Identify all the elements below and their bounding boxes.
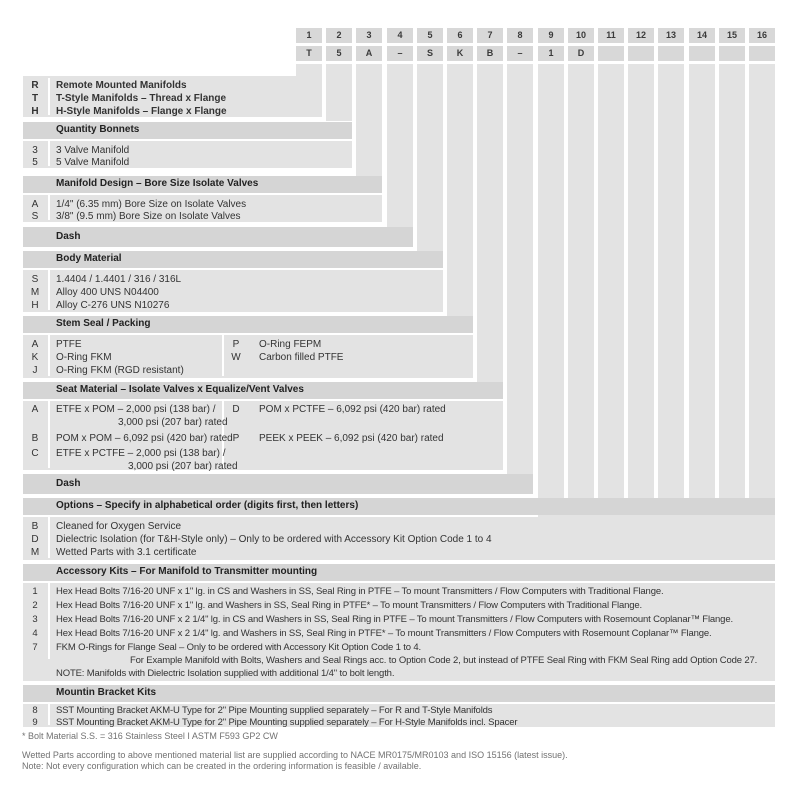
section-mounting-bracket-kits (23, 685, 775, 727)
option-desc: Hex Head Bolts 7/16-20 UNF x 2 1/4" lg. in CS and Washers in SS, Seal Ring in PTFE – To mount Transmitters / Flow Computers with Rosemount Coplanar™ Flange. (56, 614, 733, 625)
column-bar-6 (447, 64, 473, 316)
code-value-cell (598, 46, 624, 61)
option-code: H (31, 106, 39, 117)
option-desc-wrap: 3,000 psi (207 bar) rated (128, 461, 238, 472)
section-manifold-design (23, 176, 382, 222)
option-code: H (31, 300, 39, 311)
option-desc: Alloy C-276 UNS N10276 (56, 300, 170, 311)
option-code: A (31, 199, 39, 210)
option-code: A (31, 339, 39, 350)
option-code: B (31, 433, 39, 444)
column-bar-14 (689, 64, 715, 498)
position-number-cell: 4 (387, 28, 413, 43)
column-bar-16 (749, 64, 775, 498)
section-seat-material (23, 382, 503, 470)
section-header: Options – Specify in alphabetical order (digits first, then letters) (23, 498, 775, 515)
option-code: 1 (32, 586, 38, 597)
position-number-cell: 7 (477, 28, 503, 43)
option-code: M (30, 287, 40, 298)
option-desc: ETFE x PCTFE – 2,000 psi (138 bar) / (56, 448, 226, 459)
code-value-cell: B (477, 46, 503, 61)
section-options (23, 498, 775, 560)
footnote-configuration: Note: Not every configuration which can be created in the ordering information is feasible / available. (22, 761, 422, 771)
option-desc: 3 Valve Manifold (56, 145, 130, 156)
position-number-cell: 2 (326, 28, 352, 43)
option-code: J (32, 365, 38, 376)
option-desc: 1.4404 / 1.4401 / 316 / 316L (56, 274, 182, 285)
section-dash-1 (23, 227, 413, 247)
section-header: Accessory Kits – For Manifold to Transmitter mounting (23, 564, 775, 583)
option-desc: Hex Head Bolts 7/16-20 UNF x 2 1/4" lg. and Washers in SS, Seal Ring in PTFE* – To mount Transmitters / Flow Computers with Rosemount Coplanar™ Flange. (56, 628, 712, 639)
position-number-cell: 14 (689, 28, 715, 43)
option-desc: O-Ring FKM (RGD resistant) (56, 365, 184, 376)
position-number-cell: 13 (658, 28, 684, 43)
option-code: S (31, 211, 39, 222)
option-code: K (31, 352, 39, 363)
header-separator (23, 515, 538, 517)
column-bar-15 (719, 64, 745, 498)
column-bar-13 (658, 64, 684, 498)
section-header: Seat Material – Isolate Valves x Equalize/Vent Valves (23, 382, 503, 401)
option-code: 3 (32, 614, 38, 625)
code-value-cell (658, 46, 684, 61)
option-desc: Carbon filled PTFE (259, 352, 344, 363)
option-desc: ETFE x POM – 2,000 psi (138 bar) / (56, 404, 216, 415)
position-number-cell: 3 (356, 28, 382, 43)
option-desc: SST Mounting Bracket AKM-U Type for 2" Pipe Mounting supplied separately – For R and T-Style Manifolds (56, 705, 493, 716)
code-value-cell: T (296, 46, 322, 61)
option-code: 7 (32, 642, 38, 653)
column-bar-12 (628, 64, 654, 498)
option-desc: Hex Head Bolts 7/16-20 UNF x 1" lg. and Washers in SS, Seal Ring in PTFE* – To mount Transmitters / Flow Computers with Traditional Flange. (56, 600, 643, 611)
column-bar-4 (387, 64, 413, 227)
position-number-cell: 6 (447, 28, 473, 43)
position-number-cell: 16 (749, 28, 775, 43)
option-code: B (31, 521, 39, 532)
option-code: P (232, 339, 240, 350)
code-value-cell: 5 (326, 46, 352, 61)
option-code: D (232, 404, 240, 415)
code-value-cell: – (387, 46, 413, 61)
option-code: 4 (32, 628, 38, 639)
position-number-cell: 10 (568, 28, 594, 43)
option-desc: T-Style Manifolds – Thread x Flange (56, 93, 227, 104)
code-value-cell (749, 46, 775, 61)
option-desc: O-Ring FKM (56, 352, 112, 363)
option-desc: Hex Head Bolts 7/16-20 UNF x 1" lg. in CS and Washers in SS, Seal Ring in PTFE – To mount Transmitters / Flow Computers with Traditional Flange. (56, 586, 664, 597)
option-code: 3 (32, 145, 38, 156)
option-code: 8 (32, 705, 38, 716)
position-number-cell: 12 (628, 28, 654, 43)
section-stem-seal (23, 316, 473, 378)
option-desc: POM x POM – 6,092 psi (420 bar) rated (56, 433, 233, 444)
option-code: P (232, 433, 240, 444)
option-desc: Alloy 400 UNS N04400 (56, 287, 159, 298)
section-header: Dash (23, 227, 413, 247)
option-desc: O-Ring FEPM (259, 339, 322, 350)
column-bar-7 (477, 64, 503, 382)
option-desc: PTFE (56, 339, 82, 350)
option-desc: SST Mounting Bracket AKM-U Type for 2" Pipe Mounting supplied separately – For H-Style Manifolds incl. Spacer (56, 717, 518, 728)
footnote-bolt-material: * Bolt Material S.S. = 316 Stainless Steel I ASTM F593 GP2 CW (22, 731, 278, 741)
option-code: 2 (32, 600, 38, 611)
section-header: Body Material (23, 251, 443, 270)
option-desc: Cleaned for Oxygen Service (56, 521, 182, 532)
option-desc-wrap: 3,000 psi (207 bar) rated (118, 417, 228, 428)
code-value-cell: 1 (538, 46, 564, 61)
footnote-wetted-parts: Wetted Parts according to above mentioned material list are supplied according to NACE MR0175/MR0103 and ISO 15156 (latest issue). (22, 750, 568, 760)
option-code: W (231, 352, 241, 363)
code-value-cell: D (568, 46, 594, 61)
position-number-cell: 8 (507, 28, 533, 43)
option-desc: 5 Valve Manifold (56, 157, 130, 168)
position-number-cell: 5 (417, 28, 443, 43)
section-manifold-style (23, 76, 322, 117)
code-value-cell (628, 46, 654, 61)
column-bar-10 (568, 64, 594, 498)
option-desc: POM x PCTFE – 6,092 psi (420 bar) rated (259, 404, 446, 415)
column-bar-5 (417, 64, 443, 251)
option-desc: 1/4" (6.35 mm) Bore Size on Isolate Valves (56, 199, 247, 210)
option-code: D (31, 534, 39, 545)
option-desc-example: For Example Manifold with Bolts, Washers and Seal Rings acc. to Option Code 2, but instead of PTFE Seal Ring with FKM Seal Ring add Option Code 27. (130, 655, 758, 666)
code-value-cell (689, 46, 715, 61)
position-number-cell: 1 (296, 28, 322, 43)
section-accessory-kits (23, 564, 775, 681)
code-value-cell: K (447, 46, 473, 61)
option-desc: Wetted Parts with 3.1 certificate (56, 547, 197, 558)
option-desc: 3/8" (9.5 mm) Bore Size on Isolate Valves (56, 211, 241, 222)
section-dash-2 (23, 474, 533, 494)
position-number-cell: 15 (719, 28, 745, 43)
section-note: NOTE: Manifolds with Dielectric Isolation supplied with additional 1/4" to bolt length. (56, 668, 395, 679)
code-value-cell: – (507, 46, 533, 61)
option-desc: FKM O-Rings for Flange Seal – Only to be ordered with Accessory Kit Option Code 1 to 4. (56, 642, 422, 653)
section-header: Mountin Bracket Kits (23, 685, 775, 704)
option-code: 9 (32, 717, 38, 728)
code-value-cell: A (356, 46, 382, 61)
section-quantity-bonnets (23, 122, 352, 168)
column-bar-9 (538, 64, 564, 498)
option-desc: PEEK x PEEK – 6,092 psi (420 bar) rated (259, 433, 444, 444)
column-bar-1 (296, 64, 322, 76)
column-bar-3 (356, 64, 382, 176)
option-code: C (31, 448, 39, 459)
position-number-cell: 9 (538, 28, 564, 43)
section-header: Stem Seal / Packing (23, 316, 473, 335)
section-body-material (23, 251, 443, 312)
code-value-cell: S (417, 46, 443, 61)
code-value-cell (719, 46, 745, 61)
option-desc: Remote Mounted Manifolds (56, 80, 187, 91)
column-bar-8 (507, 64, 533, 474)
option-desc: H-Style Manifolds – Flange x Flange (56, 106, 227, 117)
column-bar-11 (598, 64, 624, 498)
section-header: Quantity Bonnets (23, 122, 352, 141)
option-code: A (31, 404, 39, 415)
option-code: R (31, 80, 39, 91)
position-number-cell: 11 (598, 28, 624, 43)
option-code: 5 (32, 157, 38, 168)
option-code: T (31, 93, 39, 104)
section-header: Manifold Design – Bore Size Isolate Valves (23, 176, 382, 195)
option-code: M (30, 547, 40, 558)
option-code: S (31, 274, 39, 285)
section-header: Dash (23, 474, 533, 494)
column-bar-2 (326, 64, 352, 121)
option-desc: Dielectric Isolation (for T&H-Style only) – Only to be ordered with Accessory Kit Option Code 1 to 4 (56, 534, 492, 545)
